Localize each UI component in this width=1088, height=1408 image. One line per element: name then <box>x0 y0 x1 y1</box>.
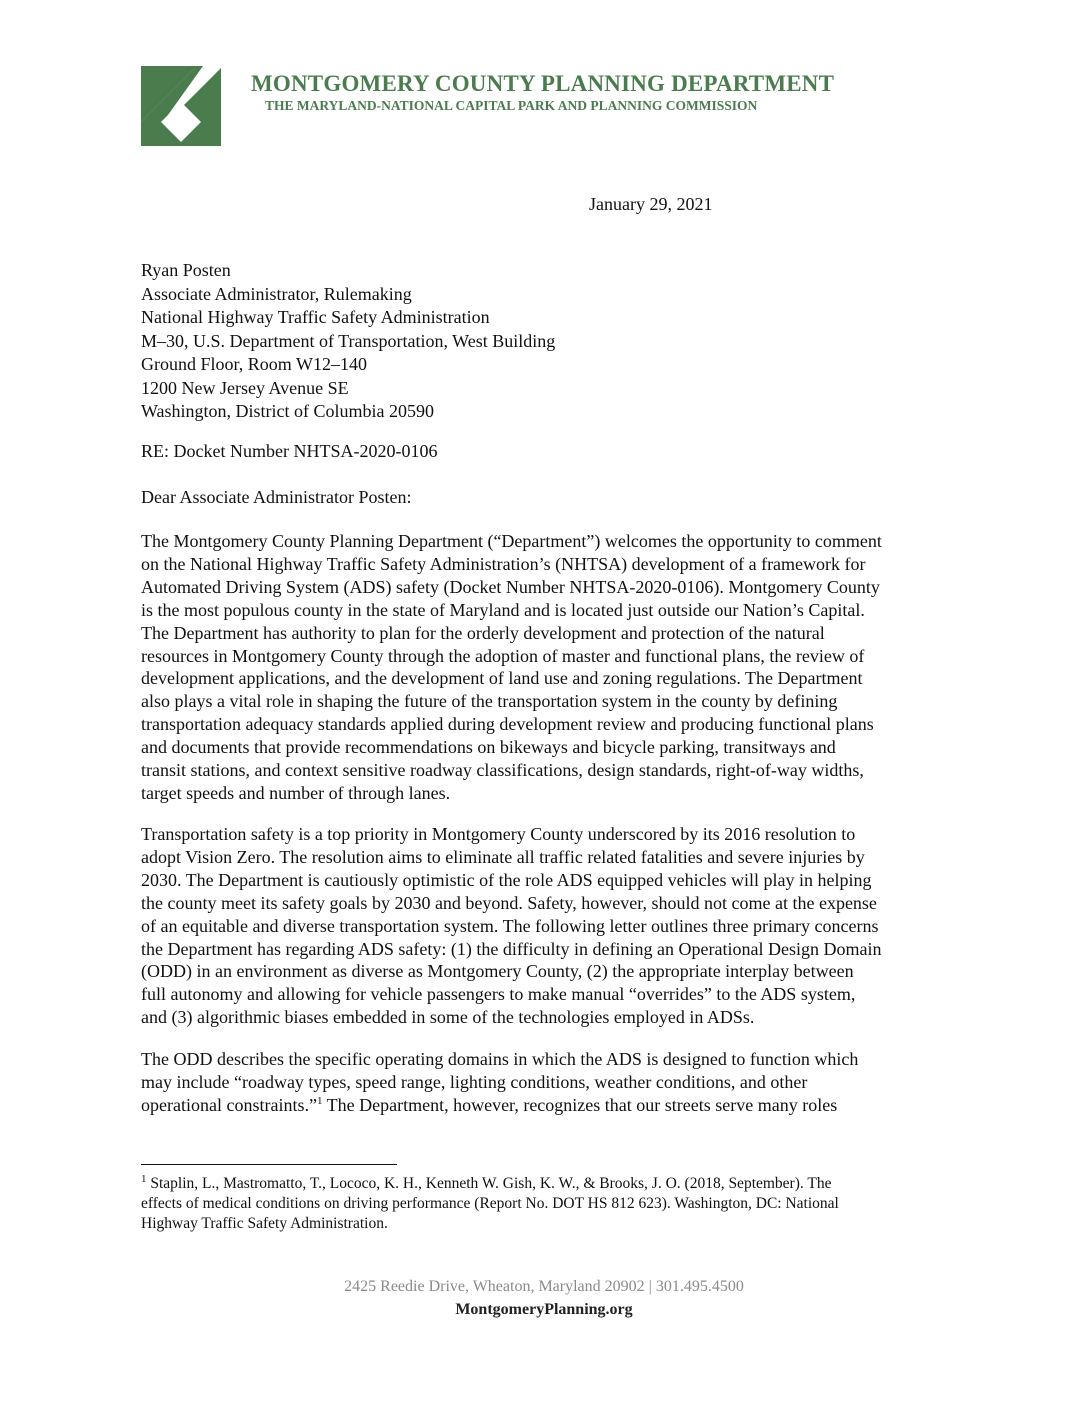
planning-department-logo <box>141 66 221 146</box>
text-line: and (3) algorithmic biases embedded in some of the technologies employed in ADSs. <box>141 1007 755 1028</box>
salutation: Dear Associate Administrator Posten: <box>141 487 412 507</box>
letter-date: January 29, 2021 <box>589 194 713 214</box>
footer-website: MontgomeryPlanning.org <box>455 1301 633 1318</box>
footnote-line: Highway Traffic Safety Administration. <box>141 1215 388 1232</box>
text-line <box>141 1094 951 1117</box>
text-line: The ODD describes the specific operating domains in which the ADS is designed to function which <box>141 1049 859 1069</box>
recipient-address-line: 1200 New Jersey Avenue SE <box>141 377 349 398</box>
text-line: on the National Highway Traffic Safety Administration’s (NHTSA) development of a framework for <box>141 553 866 574</box>
text-line: Automated Driving System (ADS) safety (Docket Number NHTSA-2020-0106). Montgomery County <box>141 576 880 597</box>
text-line: is the most populous county in the state of Maryland and is located just outside our Nation’s Capital. <box>141 599 865 620</box>
body-paragraph-3 <box>141 1048 951 1117</box>
text-line: also plays a vital role in shaping the future of the transportation system in the county by defining <box>141 691 838 712</box>
recipient-title: Associate Administrator, Rulemaking <box>141 283 412 304</box>
text-line: adopt Vision Zero. The resolution aims to eliminate all traffic related fatalities and severe injuries by <box>141 846 865 867</box>
re-line: RE: Docket Number NHTSA-2020-0106 <box>141 441 438 461</box>
text-line: resources in Montgomery County through the adoption of master and functional plans, the review of <box>141 645 865 666</box>
text-line: and documents that provide recommendations on bikeways and bicycle parking, transitways and <box>141 737 836 758</box>
text-line: the Department has regarding ADS safety: (1) the difficulty in defining an Operational Design Domain <box>141 938 882 959</box>
text-line: target speeds and number of through lanes. <box>141 782 451 803</box>
recipient-name: Ryan Posten <box>141 260 231 280</box>
text-line: Transportation safety is a top priority in Montgomery County underscored by its 2016 resolution to <box>141 824 856 844</box>
text-line: transit stations, and context sensitive roadway classifications, design standards, right-of-way widths, <box>141 760 864 781</box>
footnote-line: effects of medical conditions on driving performance (Report No. DOT HS 812 623). Washington, DC: National <box>141 1195 839 1212</box>
text-line: development applications, and the development of land use and zoning regulations. The Department <box>141 668 863 689</box>
body-paragraph-2 <box>141 823 951 1029</box>
footnote-divider <box>141 1164 397 1165</box>
recipient-address-line: Washington, District of Columbia 20590 <box>141 401 435 421</box>
text-line: (ODD) in an environment as diverse as Montgomery County, (2) the appropriate interplay between <box>141 961 854 982</box>
text-line: full autonomy and allowing for vehicle passengers to make manual “overrides” to the ADS system, <box>141 984 856 1005</box>
text-line: transportation adequacy standards applied during development review and producing functional plans <box>141 714 874 735</box>
footnote <box>141 1174 951 1234</box>
recipient-address <box>141 259 555 424</box>
footnote-line <box>141 1174 951 1194</box>
body-paragraph-1 <box>141 530 951 805</box>
footnote-marker: 1 <box>141 1172 147 1185</box>
text-line: the county meet its safety goals by 2030 and beyond. Safety, however, should not come at the expense <box>141 892 877 913</box>
footnote-reference: 1 <box>316 1094 323 1107</box>
text-line: may include “roadway types, speed range, lighting conditions, weather conditions, and other <box>141 1071 808 1092</box>
org-subtitle: THE MARYLAND-NATIONAL CAPITAL PARK AND PLANNING COMMISSION <box>265 98 758 113</box>
recipient-agency: National Highway Traffic Safety Administration <box>141 307 490 327</box>
text-line: of an equitable and diverse transportation system. The following letter outlines three primary concerns <box>141 915 879 936</box>
text-fragment: Staplin, L., Mastromatto, T., Lococo, K. H., Kenneth W. Gish, K. W., & Brooks, J. O. (2018, September). The <box>146 1175 832 1192</box>
org-name: MONTGOMERY COUNTY PLANNING DEPARTMENT <box>251 71 835 96</box>
footer-address: 2425 Reedie Drive, Wheaton, Maryland 20902 | 301.495.4500 <box>344 1278 744 1295</box>
text-line: 2030. The Department is cautiously optimistic of the role ADS equipped vehicles will play in helping <box>141 869 872 890</box>
recipient-address-line: Ground Floor, Room W12–140 <box>141 354 367 374</box>
text-fragment: operational constraints.” <box>141 1094 317 1115</box>
text-line: The Montgomery County Planning Department (“Department”) welcomes the opportunity to comment <box>141 531 882 551</box>
recipient-address-line: M–30, U.S. Department of Transportation, West Building <box>141 330 556 351</box>
text-line: The Department has authority to plan for the orderly development and protection of the natural <box>141 622 825 643</box>
text-fragment: The Department, however, recognizes that our streets serve many roles <box>322 1094 838 1115</box>
